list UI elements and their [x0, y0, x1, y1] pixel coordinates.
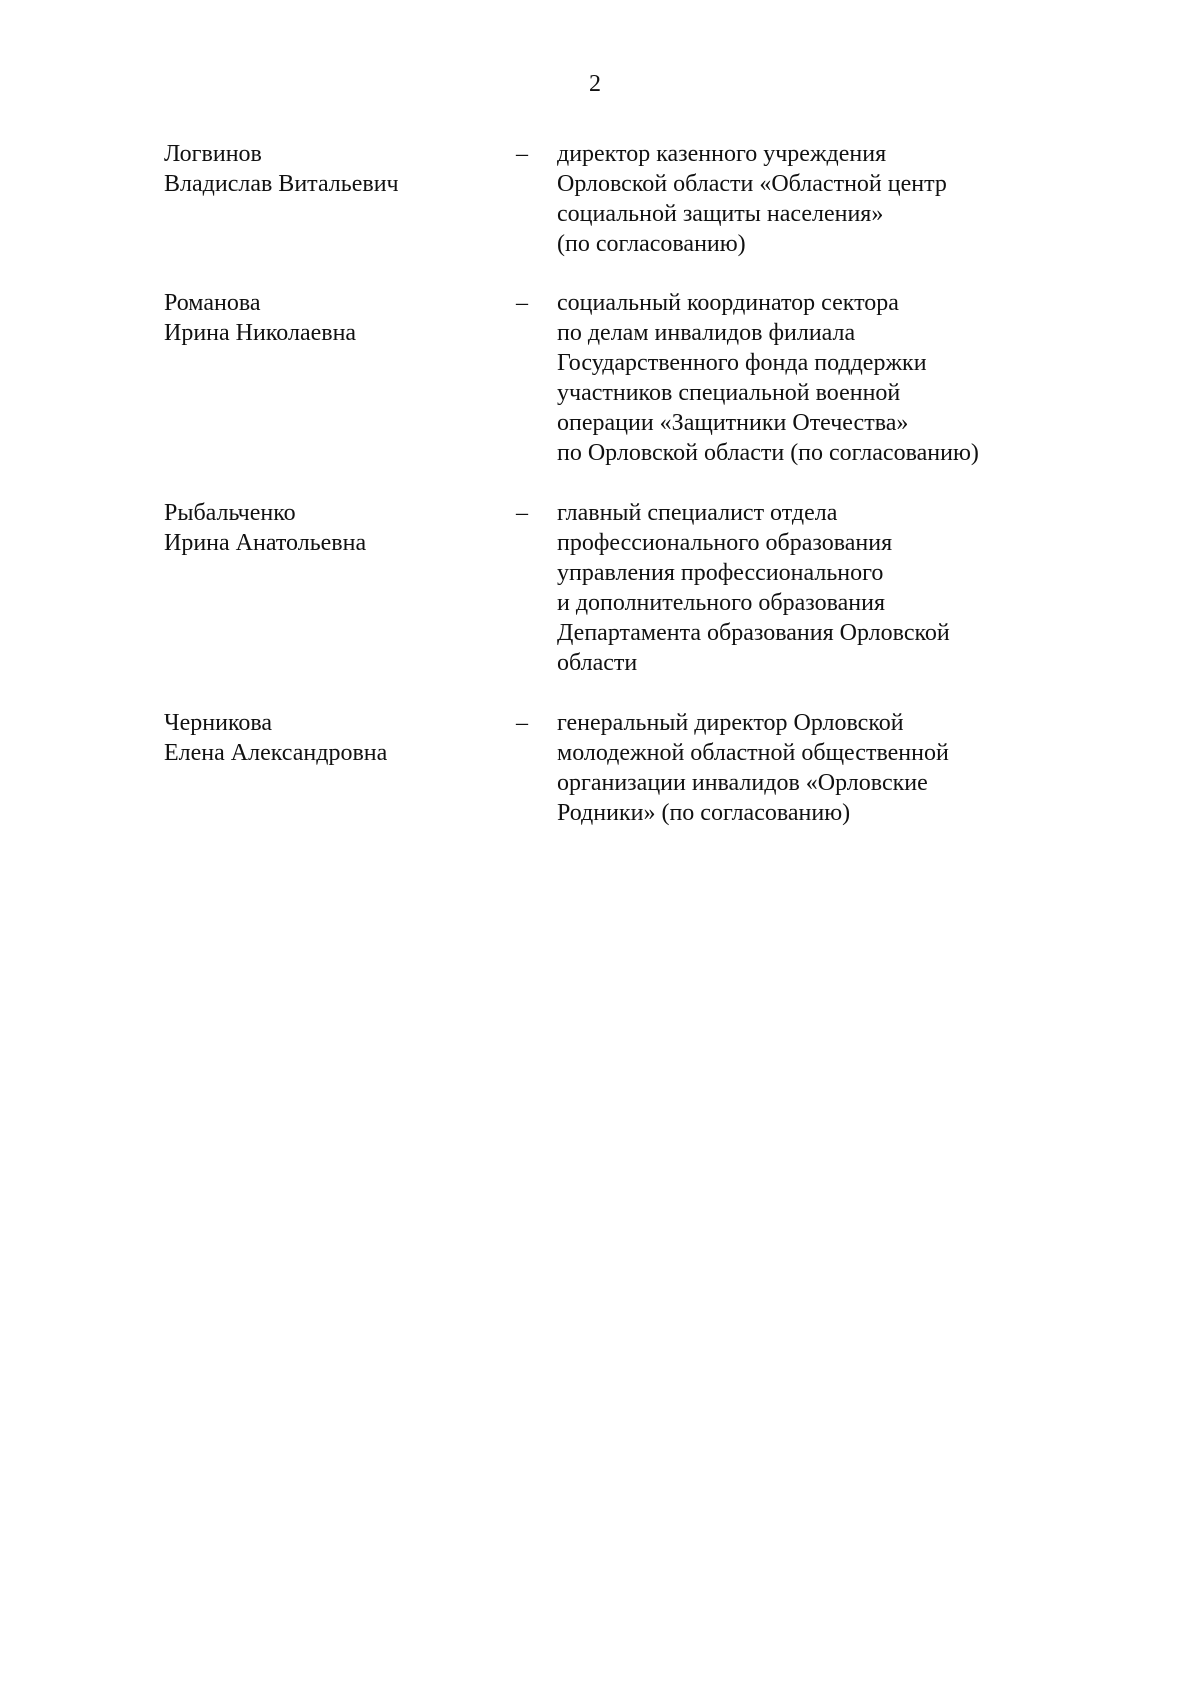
person-given-names: Елена Александровна: [164, 740, 388, 766]
person-name: [164, 498, 484, 558]
page-number: 2: [589, 71, 601, 97]
description-line: Родники» (по согласованию): [557, 800, 851, 826]
person-given-names: Владислав Витальевич: [164, 171, 399, 197]
person-given-names: Ирина Анатольевна: [164, 530, 367, 556]
description-line: организации инвалидов «Орловские: [557, 770, 928, 796]
person-name: [164, 708, 484, 768]
dash-separator: –: [516, 141, 528, 167]
description-line: участников специальной военной: [557, 380, 901, 406]
description-line: по делам инвалидов филиала: [557, 320, 856, 346]
description-line: и дополнительного образования: [557, 590, 885, 616]
position-description: [557, 498, 1077, 678]
position-description: [557, 288, 1077, 468]
position-description: [557, 708, 1077, 828]
description-line: управления профессионального: [557, 560, 884, 586]
description-line: главный специалист отдела: [557, 500, 838, 526]
dash-separator: –: [516, 500, 528, 526]
person-name: [164, 288, 484, 348]
person-surname: Черникова: [164, 710, 273, 736]
description-line: Департамента образования Орловской: [557, 620, 950, 646]
description-line: по Орловской области (по согласованию): [557, 440, 979, 466]
person-surname: Романова: [164, 290, 261, 316]
description-line: социальной защиты населения»: [557, 201, 884, 227]
description-line: молодежной областной общественной: [557, 740, 949, 766]
description-line: (по согласованию): [557, 231, 746, 257]
dash-separator: –: [516, 290, 528, 316]
person-name: [164, 139, 484, 199]
person-given-names: Ирина Николаевна: [164, 320, 357, 346]
person-surname: Рыбальченко: [164, 500, 296, 526]
description-line: Орловской области «Областной центр: [557, 171, 947, 197]
description-line: директор казенного учреждения: [557, 141, 887, 167]
description-line: социальный координатор сектора: [557, 290, 899, 316]
description-line: генеральный директор Орловской: [557, 710, 904, 736]
position-description: [557, 139, 1077, 259]
person-surname: Логвинов: [164, 141, 262, 167]
dash-separator: –: [516, 710, 528, 736]
description-line: профессионального образования: [557, 530, 893, 556]
description-line: Государственного фонда поддержки: [557, 350, 927, 376]
description-line: операции «Защитники Отечества»: [557, 410, 909, 436]
description-line: области: [557, 650, 638, 676]
